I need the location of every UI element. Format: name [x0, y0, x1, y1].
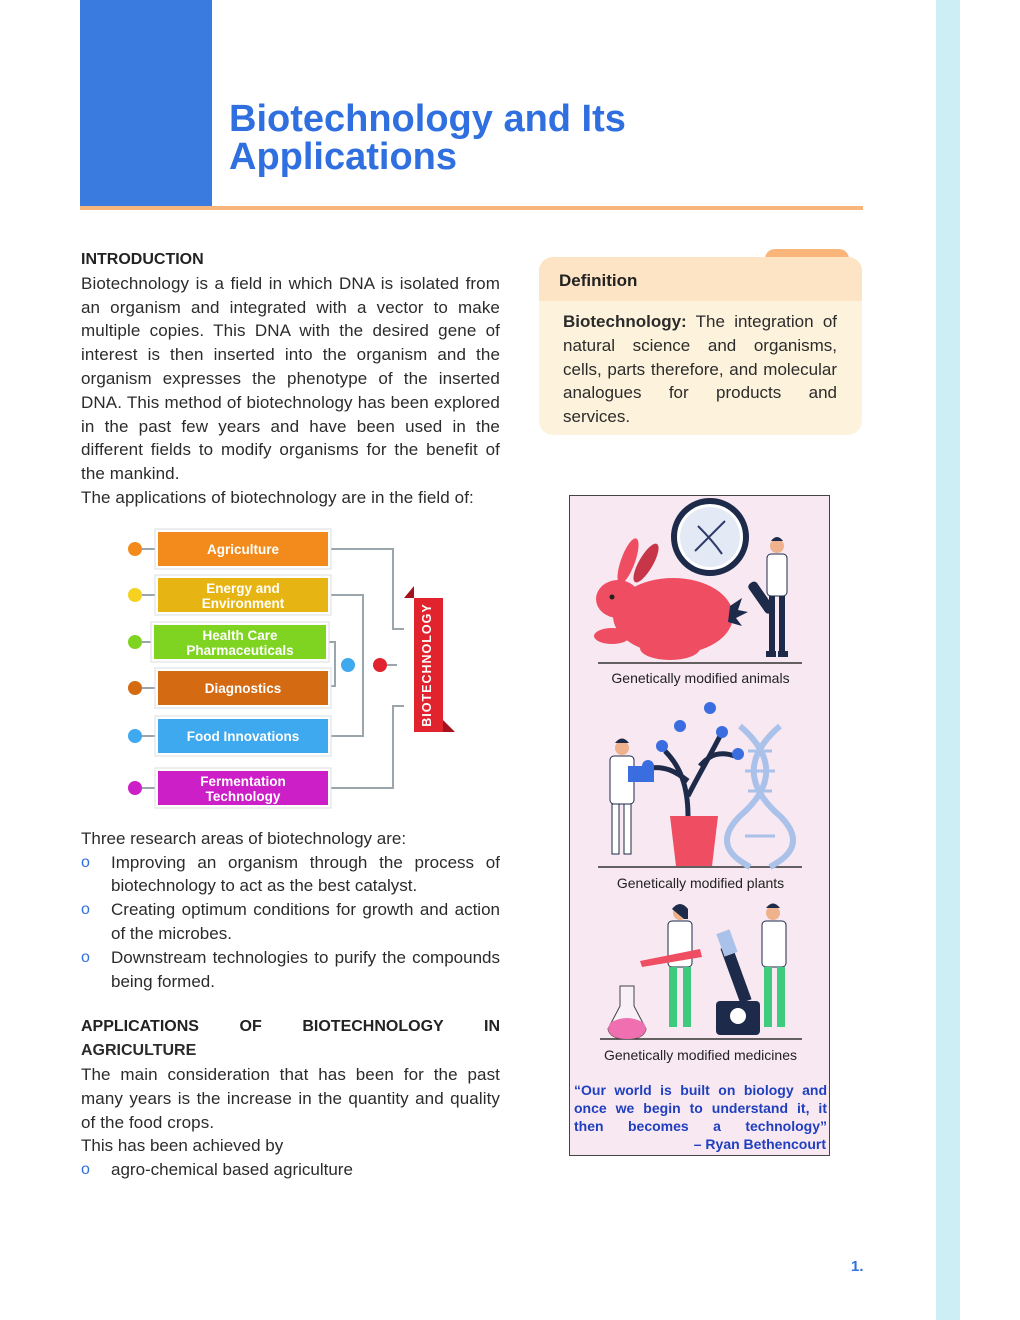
application-item: [128, 622, 329, 662]
agri-heading-line-1: APPLICATIONS OF BIOTECHNOLOGY IN: [81, 1018, 500, 1036]
title-underline: [80, 206, 863, 210]
definition-body: The integration of natural science and organisms, cells, parts therefore, and molecular analogues for products and services.: [563, 312, 837, 427]
hub-dot-blue: [341, 658, 355, 672]
agri-lead: This has been achieved by: [81, 1136, 284, 1156]
application-dot: [128, 542, 142, 556]
application-label: Agriculture: [206, 541, 280, 557]
application-dot: [128, 781, 142, 795]
applications-lead: The applications of biotechnology are in the field of:: [81, 487, 474, 507]
application-item: [128, 529, 331, 569]
research-item: [81, 851, 500, 899]
agri-paragraph: The main consideration that has been for the past many years is the increase in the quantity and quality of the food crops.: [81, 1064, 500, 1132]
application-label: Technology: [205, 788, 281, 804]
caption-medicines: Genetically modified medicines: [604, 1047, 797, 1063]
header-color-block: [80, 0, 212, 207]
application-items: [128, 529, 331, 808]
application-item: [128, 768, 331, 808]
application-label: Diagnostics: [204, 680, 282, 696]
bullet-icon: o: [81, 1161, 90, 1179]
application-item: [128, 668, 331, 708]
page-title: [229, 100, 869, 176]
agri-list: [81, 1158, 500, 1182]
definition-text: [563, 310, 837, 429]
application-dot: [128, 635, 142, 649]
title-line-2: Applications: [229, 136, 458, 178]
research-list: [81, 851, 500, 994]
application-item: [128, 575, 331, 615]
bullet-icon: o: [81, 948, 90, 966]
quote-text: “Our world is built on biology and once we begin to understand it, it then becomes a technology”: [574, 1082, 827, 1134]
page-number: 1.: [851, 1258, 864, 1275]
application-label: Food Innovations: [186, 728, 300, 744]
illustration-panel: [569, 495, 830, 1156]
application-label: Fermentation: [200, 773, 286, 789]
application-dot: [128, 729, 142, 743]
intro-paragraph: Biotechnology is a field in which DNA is isolated from an organism and integrated with a vector to make multiple copies. This DNA with the desired gene of interest is then inserted into the organism and the organism expresses the phenotype of the inserted DNA. This method of biotechnology has been explored in the past few years and have been used in the different fields to modify organisms for the benefit of the mankind.: [81, 273, 500, 484]
intro-heading: INTRODUCTION: [81, 251, 204, 268]
modified-plants-illustration: [570, 696, 831, 872]
caption-animals: Genetically modified animals: [611, 670, 790, 686]
biotechnology-label: BIOTECHNOLOGY: [420, 603, 434, 727]
bullet-icon: o: [81, 901, 90, 919]
application-label: Health Care: [202, 627, 278, 643]
bullet-icon: o: [81, 853, 90, 871]
hub-dot-red: [373, 658, 387, 672]
title-line-1: Biotechnology and Its: [229, 98, 626, 140]
application-label: Energy and: [206, 580, 280, 596]
applications-diagram-svg: [81, 524, 500, 809]
application-dot: [128, 588, 142, 602]
modified-medicines-illustration: [570, 901, 831, 1043]
application-label: Environment: [201, 595, 285, 611]
application-dot: [128, 681, 142, 695]
quote-author: – Ryan Bethencourt: [693, 1136, 826, 1152]
application-label: Pharmaceuticals: [186, 642, 294, 658]
definition-title: Definition: [559, 271, 638, 290]
agri-item-text: agro-chemical based agriculture: [111, 1160, 353, 1180]
main-column: [81, 248, 500, 1182]
caption-plants: Genetically modified plants: [616, 875, 785, 891]
application-item: [128, 716, 331, 756]
connector-energy: [328, 595, 363, 647]
center-banner: [404, 586, 455, 732]
research-item-text: Improving an organism through the process of biotechnology to act as the best catalyst.: [111, 852, 500, 896]
agri-item: [81, 1158, 500, 1182]
side-strip: [936, 0, 960, 1320]
research-item: [81, 946, 500, 994]
research-lead: Three research areas of biotechnology are:: [81, 828, 407, 848]
research-item-text: Downstream technologies to purify the compounds being formed.: [111, 947, 500, 991]
applications-diagram: [81, 524, 500, 809]
connector-agriculture: [328, 549, 404, 629]
connector-fermentation: [328, 706, 404, 788]
connector-food: [328, 686, 363, 736]
modified-animals-illustration: [570, 496, 831, 668]
research-item: [81, 898, 500, 946]
definition-term: Biotechnology:: [563, 312, 687, 331]
agri-heading-line-2: AGRICULTURE: [81, 1042, 197, 1060]
research-item-text: Creating optimum conditions for growth and action of the microbes.: [111, 900, 500, 943]
